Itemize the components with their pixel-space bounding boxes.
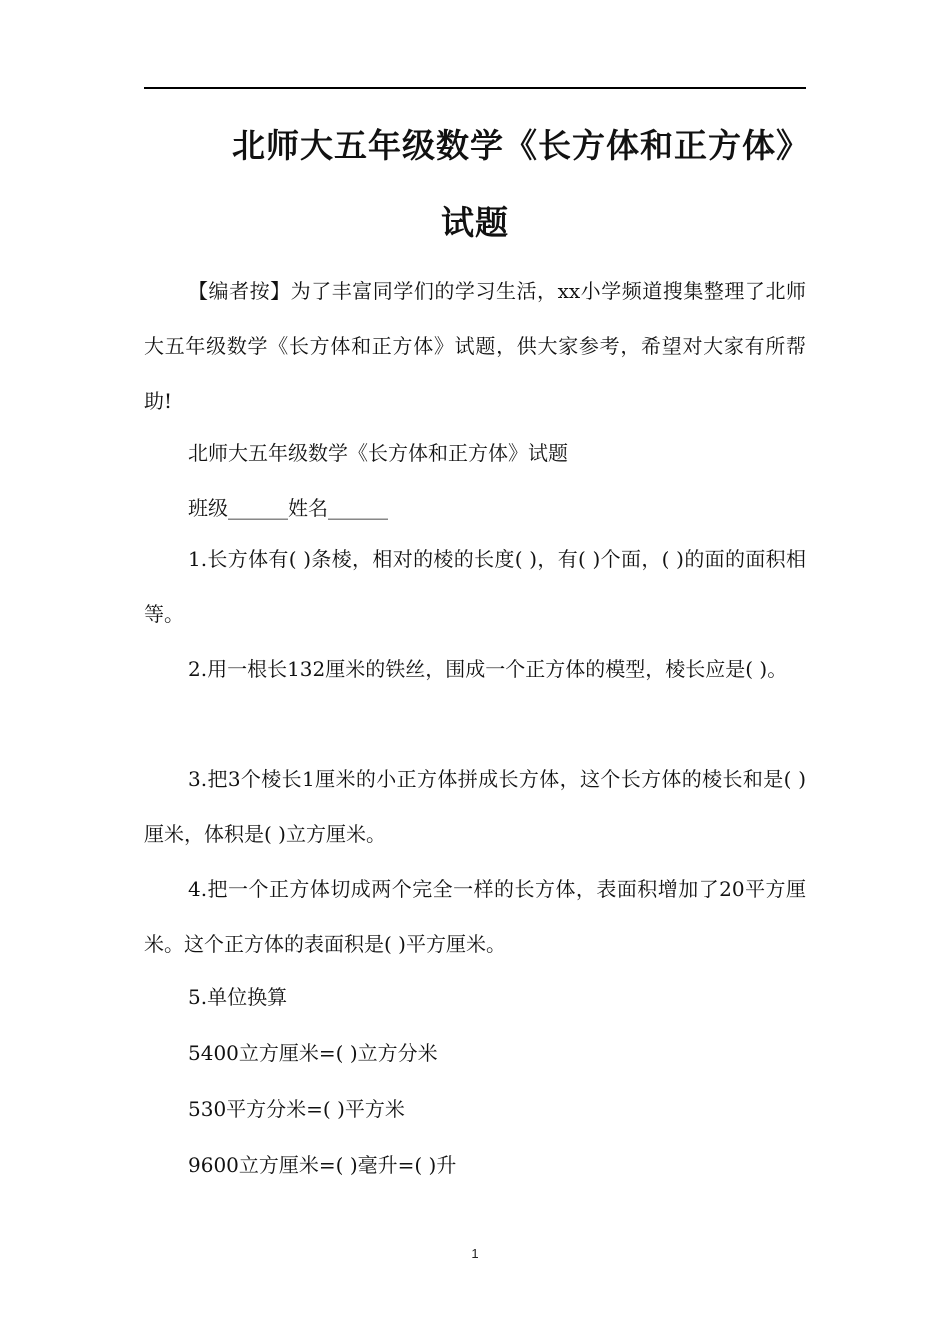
document-title-line2: 试题 (441, 203, 509, 242)
class-name-line: 班级______姓名______ (188, 496, 388, 520)
conversion-item-1: 5400立方厘米=( )立方分米 (188, 1041, 438, 1065)
conversion-item-3: 9600立方厘米=( )毫升=( )升 (188, 1153, 457, 1177)
header-rule (144, 87, 806, 89)
question-3: 3.把3个棱长1厘米的小正方体拼成长方体，这个长方体的棱长和是( )厘米，体积是( )立方厘米。 (144, 767, 806, 846)
question-4: 4.把一个正方体切成两个完全一样的长方体，表面积增加了20平方厘米。这个正方体的表面积是( )平方厘米。 (144, 877, 806, 956)
editor-note-paragraph: 【编者按】为了丰富同学们的学习生活，xx小学频道搜集整理了北师大五年级数学《长方体和正方体》试题，供大家参考，希望对大家有所帮助! (144, 279, 806, 413)
question-1: 1.长方体有( )条棱，相对的棱的长度( )，有( )个面，( )的面的面积相等。 (144, 547, 806, 626)
question-5-heading: 5.单位换算 (188, 985, 288, 1009)
conversion-item-2: 530平方分米=( )平方米 (188, 1097, 405, 1121)
document-title-line1: 北师大五年级数学《长方体和正方体》 (232, 126, 810, 165)
question-2: 2.用一根长132厘米的铁丝，围成一个正方体的模型，棱长应是( )。 (188, 657, 788, 681)
subtitle-paragraph: 北师大五年级数学《长方体和正方体》试题 (188, 441, 568, 465)
page-number: 1 (471, 1246, 479, 1261)
